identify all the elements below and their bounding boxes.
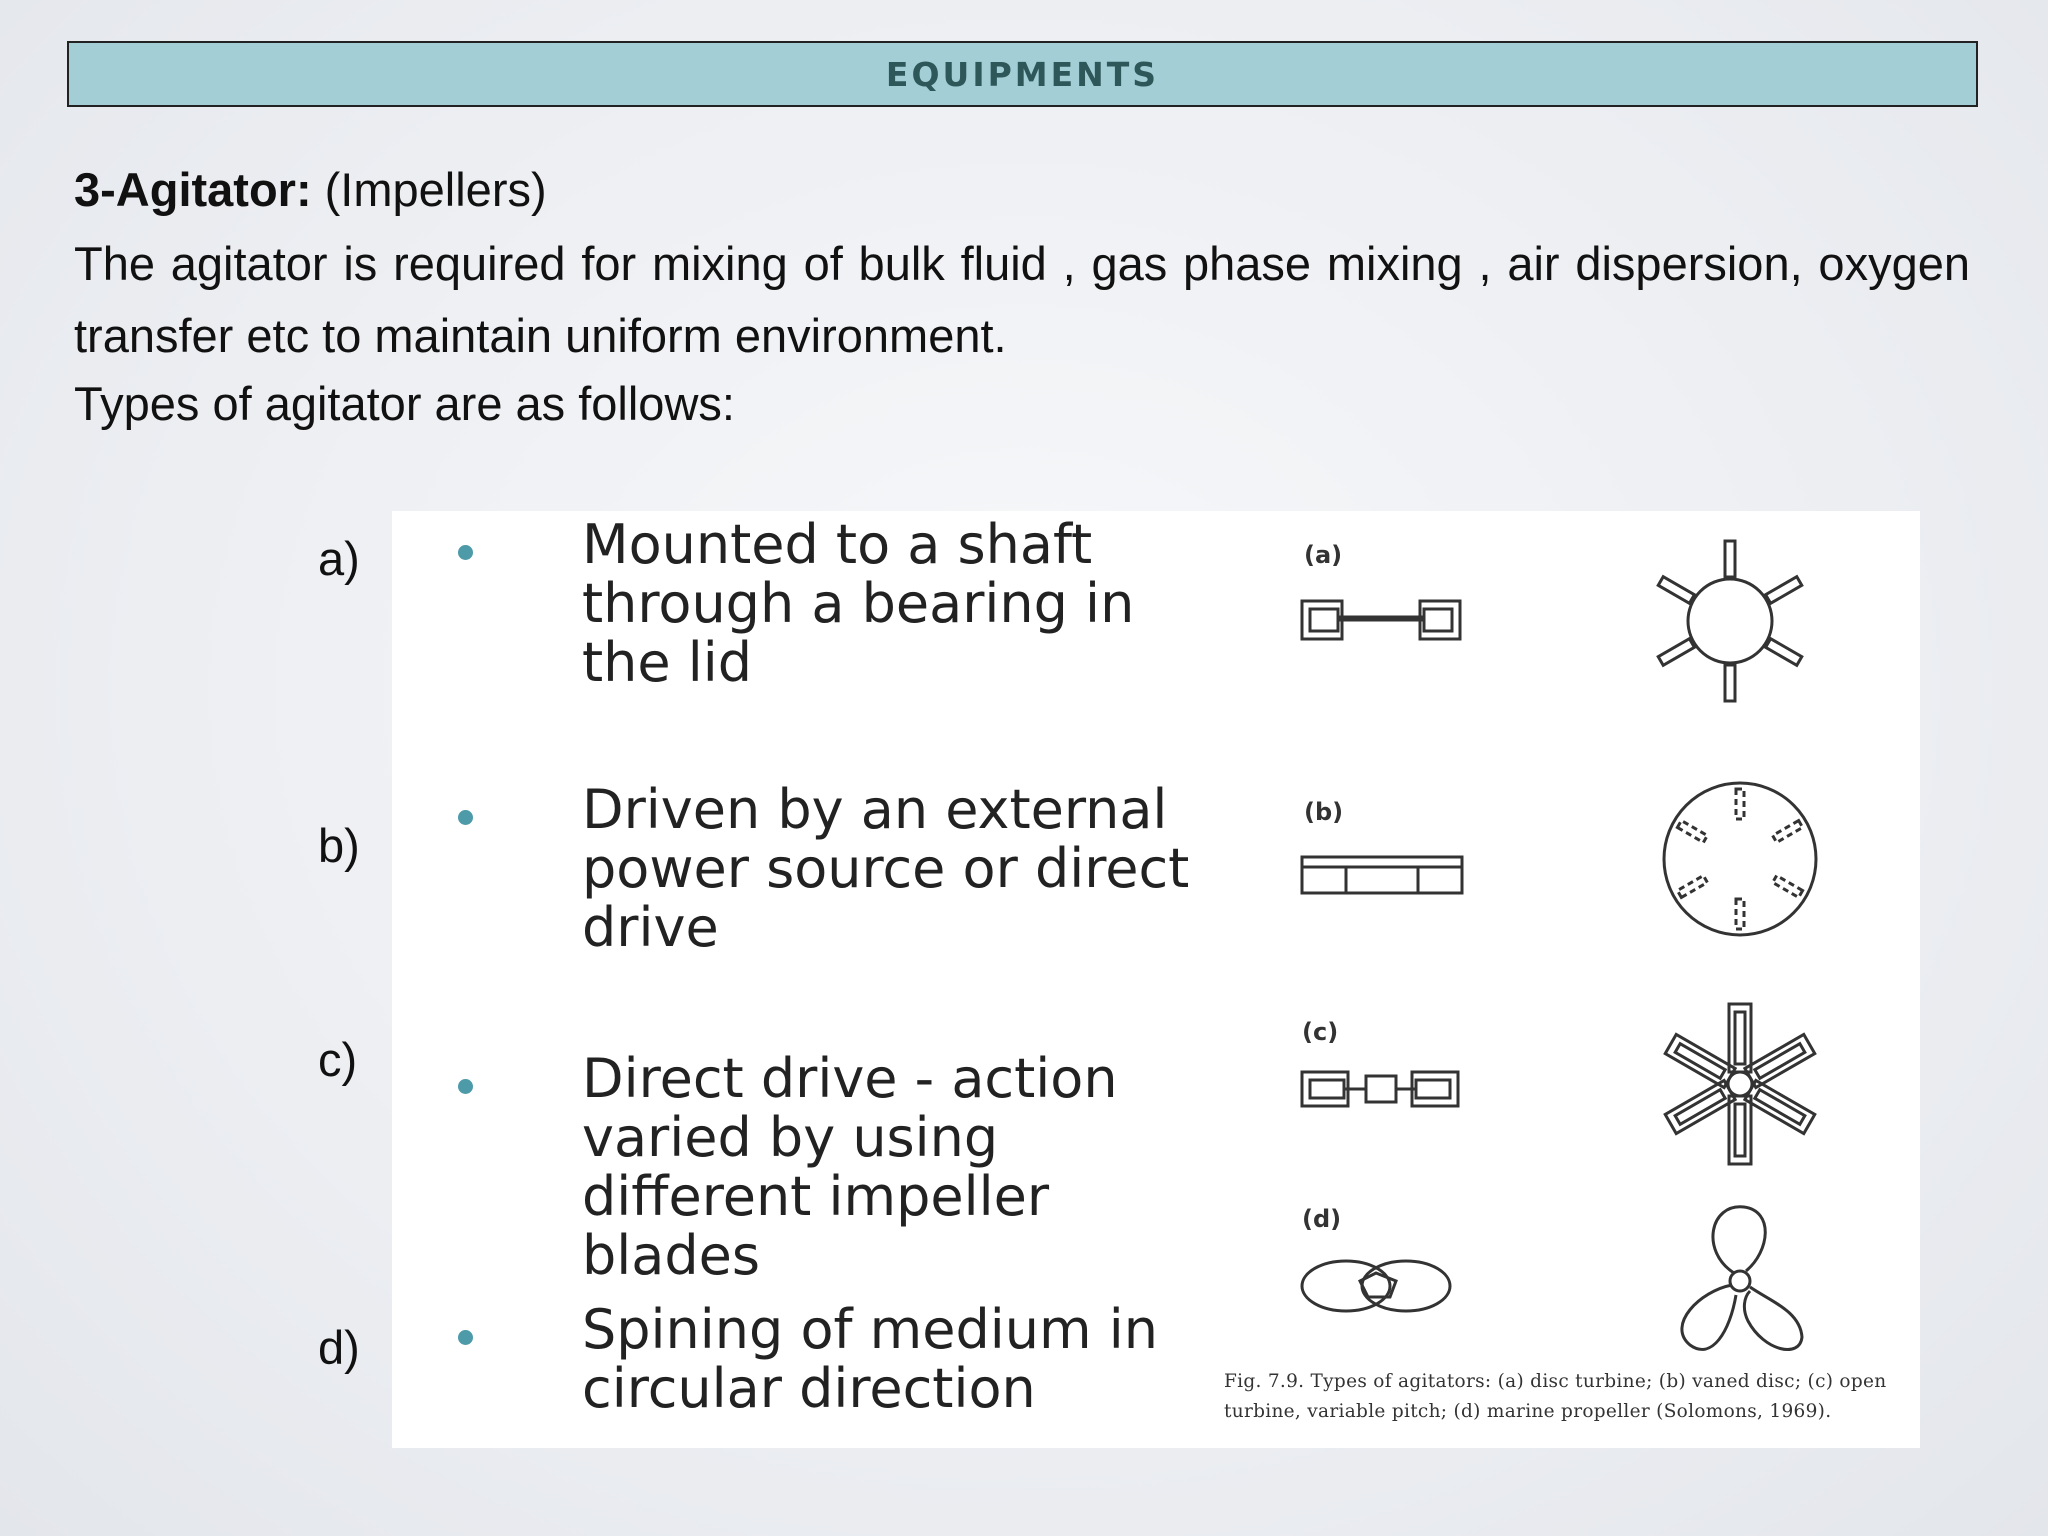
title-banner [67, 41, 1978, 107]
propeller-side-drawing [1298, 1251, 1458, 1321]
bullet-text: Direct drive - action varied by using different impeller blades [582, 1047, 1118, 1287]
bullet-text: Mounted to a shaft through a bearing in the lid [582, 513, 1135, 694]
heading-bold: 3-Agitator: [74, 163, 312, 216]
heading-rest: (Impellers) [311, 163, 547, 216]
section-heading [74, 160, 547, 220]
bullet-item-c [458, 1049, 1184, 1285]
slide-title: EQUIPMENTS [885, 54, 1160, 94]
bullet-dot [458, 1330, 473, 1345]
bullet-text: Driven by an external power source or direct drive [582, 778, 1190, 959]
disc-turbine-side-drawing [1300, 593, 1470, 653]
bullet-dot [458, 1079, 473, 1094]
figure-label-b: (b) [1304, 798, 1344, 826]
figure-caption: Fig. 7.9. Types of agitators: (a) disc turbine; (b) vaned disc; (c) open turbine, variable pitch; (d) marine propeller (Solomons, 1969). [1224, 1371, 1887, 1422]
propeller-top-drawing [1660, 1201, 1820, 1361]
bullet-dot [458, 545, 473, 560]
item-letter-d: d) [318, 1321, 360, 1374]
figure-label-c: (c) [1302, 1018, 1339, 1046]
figure-label-a: (a) [1304, 541, 1343, 569]
item-letter-a: a) [318, 532, 360, 585]
item-letter-b: b) [318, 819, 360, 872]
agitator-figure-panel [392, 511, 1920, 1448]
disc-turbine-top-drawing [1660, 536, 1800, 706]
bullet-text: Spining of medium in circular direction [582, 1298, 1158, 1420]
figure-label-d: (d) [1302, 1205, 1342, 1233]
bullet-item-a [458, 515, 1200, 692]
item-letter-c: c) [318, 1033, 358, 1086]
types-intro: Types of agitator are as follows: [74, 377, 735, 430]
bullet-dot [458, 810, 473, 825]
bullet-item-b [458, 780, 1255, 957]
bullet-item-d [458, 1300, 1224, 1418]
vaned-disc-side-drawing [1300, 853, 1470, 903]
intro-paragraph: The agitator is required for mixing of bulk fluid , gas phase mixing , air dispersion, oxygen transfer etc to maintain uniform environment. [74, 237, 1970, 362]
open-turbine-side-drawing [1300, 1066, 1470, 1116]
vaned-disc-top-drawing [1660, 779, 1820, 939]
open-turbine-top-drawing [1660, 999, 1820, 1169]
